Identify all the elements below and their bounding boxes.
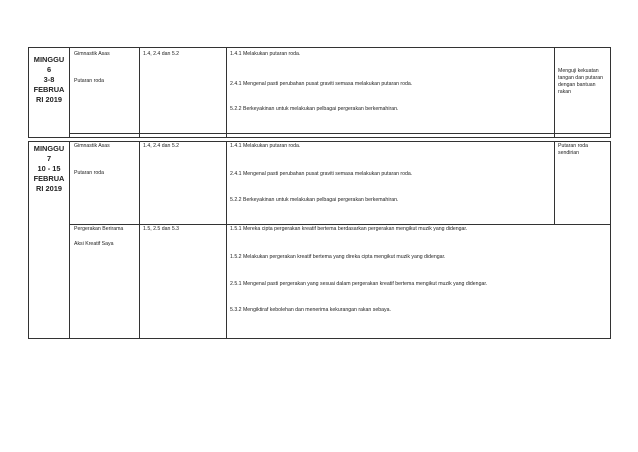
week-label: MINGGU 7 10 - 15 FEBRUA RI 2019 — [33, 144, 65, 193]
objective-item: 2.4.1 Mengenal pasti perubahan pusat graviti semasa melakukan putaran roda. — [230, 171, 413, 177]
lesson-plan-table — [28, 47, 611, 339]
remarks-cell: Menguji kekuatan tangan dan putaran dengan bantuan rakan — [558, 68, 603, 95]
column-divider — [226, 142, 227, 338]
topic-cell: Gimnastik Asas — [74, 143, 110, 149]
objective-item: 1.4.1 Melakukan putaran roda. — [230, 143, 301, 149]
subtopic-cell: Putaran roda — [74, 78, 104, 84]
standards-cell: 1.5, 2.5 dan 5.3 — [143, 226, 180, 232]
subtopic-cell: Putaran roda — [74, 170, 104, 176]
objective-item: 1.5.2 Melakukan pergerakan kreatif bertema yang direka cipta mengikut muzik yang didengar. — [230, 254, 446, 260]
standards-cell: 1.4, 2.4 dan 5.2 — [143, 51, 180, 57]
topic-cell: Gimnastik Asas — [74, 51, 110, 57]
column-divider — [69, 142, 70, 338]
objective-item: 2.5.1 Mengenal pasti pergerakan yang sesuai dalam pergerakan kreatif bertema mengikut muzik yang didengar. — [230, 281, 488, 287]
column-divider — [69, 48, 70, 137]
objective-item: 5.2.2 Berkeyakinan untuk melakukan pelbagai pergerakan berkemahiran. — [230, 197, 399, 203]
column-divider — [554, 48, 555, 137]
subtopic-cell: Aksi Kreatif Saya — [74, 241, 114, 247]
column-divider — [554, 142, 555, 224]
objective-item: 2.4.1 Mengenal pasti perubahan pusat graviti semasa melakukan putaran roda. — [230, 81, 413, 87]
objective-item: 5.2.2 Berkeyakinan untuk melakukan pelbagai pergerakan berkemahiran. — [230, 106, 399, 112]
week-7-block — [28, 141, 611, 339]
standards-cell: 1.4, 2.4 dan 5.2 — [143, 143, 180, 149]
column-divider — [226, 48, 227, 137]
topic-cell: Pergerakan Berirama — [74, 226, 124, 232]
remarks-cell: Putaran roda sendirian — [558, 143, 588, 156]
objective-item: 1.5.1 Mereka cipta pergerakan kreatif bertema berdasarkan pergerakan mengikut muzik yang didengar. — [230, 226, 468, 232]
column-divider — [139, 142, 140, 338]
row-divider — [69, 133, 610, 134]
column-divider — [139, 48, 140, 137]
row-divider — [69, 224, 610, 225]
week-6-block — [28, 47, 611, 138]
week-label: MINGGU 6 3-8 FEBRUA RI 2019 — [33, 55, 65, 104]
objective-item: 1.4.1 Melakukan putaran roda. — [230, 51, 301, 57]
objective-item: 5.3.2 Mengiktiraf kebolehan dan menerima kekurangan rakan sebaya. — [230, 307, 391, 313]
